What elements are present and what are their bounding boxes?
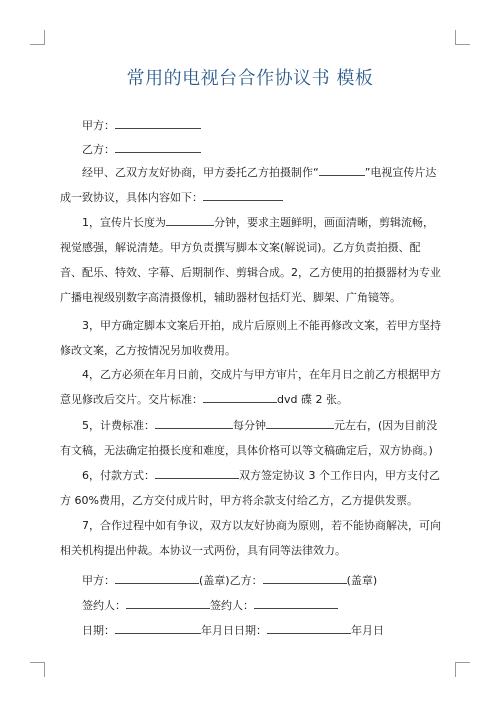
party-a-blank[interactable]: [115, 116, 201, 129]
clause-1-text-post: 分钟，要求主题鲜明，画面清晰，剪辑流畅，视觉感强，解说清楚。甲方负责撰写脚本文案(解说词)。乙方负责拍摄、配音、配乐、特效、字幕、后期制作、剪辑合成。2，乙方使用的拍摄器材为专业广播电视级别数字高清摄像机，辅助器材包括灯光、脚架、广角镜等。: [60, 216, 441, 304]
clause-5-text-mid: 每分钟: [233, 419, 266, 432]
sign-party-b-label: 乙方：: [229, 574, 263, 587]
date-b-suffix: 年月日: [351, 624, 384, 637]
sign-party-a-label: 甲方：: [82, 574, 115, 587]
date-a-label: 日期：: [82, 624, 115, 637]
date-b-blank[interactable]: [267, 621, 351, 634]
crop-mark-top-right: [455, 30, 470, 45]
delivery-standard-blank[interactable]: [203, 390, 277, 403]
date-b-label: 日期：: [234, 624, 267, 637]
signer-line: [82, 596, 338, 614]
clause-1-text-pre: 1，宣传片长度为: [82, 216, 166, 229]
party-b-seal-blank[interactable]: [263, 571, 347, 584]
clause-6-text-pre: 6，付款方式：: [82, 469, 155, 482]
party-b-label: 乙方：: [82, 143, 115, 156]
date-line: [82, 621, 384, 639]
intro-text-post: ”电视宣传片达成一致协议，具体内容如下：: [60, 166, 437, 204]
clause-3-paragraph: 3，甲方确定脚本文案后开拍，成片后原则上不能再修改文案，若甲方坚持修改文案，乙方按情况另加收费用。: [60, 319, 441, 357]
party-a-seal-label: (盖章): [199, 574, 230, 587]
clause-6-text-post: 双方签定协议 3 个工作日内，甲方支付乙方 60%费用，乙方交付成片时，甲方将余款支付给乙方，乙方提供发票。: [60, 469, 440, 507]
party-b-seal-label: (盖章): [346, 574, 378, 587]
clause-4-paragraph: [60, 362, 442, 412]
signer-b-label: 签约人：: [210, 599, 254, 612]
intro-trailing-blank[interactable]: [203, 188, 283, 201]
party-b-blank[interactable]: [115, 140, 201, 153]
video-name-blank[interactable]: [319, 163, 365, 176]
clause-5-paragraph: [60, 413, 442, 463]
signer-b-blank[interactable]: [254, 596, 338, 609]
intro-text-pre: 经甲、乙双方友好协商，甲方委托乙方拍摄制作“: [82, 166, 319, 179]
price-blank[interactable]: [266, 416, 334, 429]
party-a-label: 甲方：: [82, 119, 115, 132]
clause-4-text-pre: 4，乙方必须在年月日前，交成片与甲方审片，在年月日之前乙方根据甲方意见修改后交片。交片标准：: [60, 368, 441, 406]
length-blank[interactable]: [166, 213, 214, 226]
fee-standard-blank[interactable]: [155, 416, 233, 429]
crop-mark-bottom-left: [30, 662, 45, 677]
payment-method-blank[interactable]: [155, 466, 239, 479]
intro-paragraph: [60, 160, 442, 210]
clause-5-text-pre: 5，计费标准：: [82, 419, 155, 432]
clause-6-paragraph: [60, 463, 442, 513]
clause-7-paragraph: 7，合作过程中如有争议，双方以友好协商为原则，若不能协商解决，可向相关机构提出仲裁。本协议一式两份，具有同等法律效力。: [60, 519, 441, 557]
document-title: 常用的电视台合作协议书 模板: [126, 68, 374, 89]
date-a-suffix: 年月日: [201, 624, 234, 637]
crop-mark-bottom-right: [455, 662, 470, 677]
date-a-blank[interactable]: [115, 621, 201, 634]
party-a-seal-blank[interactable]: [115, 571, 199, 584]
signer-a-label: 签约人：: [82, 599, 126, 612]
party-a-line: [82, 116, 201, 134]
party-b-line: [82, 140, 201, 158]
clause-1-paragraph: [60, 210, 442, 310]
signature-seal-line: [82, 571, 377, 589]
crop-mark-top-left: [30, 30, 45, 45]
signer-a-blank[interactable]: [126, 596, 210, 609]
clause-4-text-post: dvd 碟 2 张。: [277, 393, 348, 406]
clause-5-text-post: 元左右，(因为目前没有文稿，无法确定拍摄长度和难度，具体价格可以等文稿确定后，双方协商。): [60, 419, 438, 457]
